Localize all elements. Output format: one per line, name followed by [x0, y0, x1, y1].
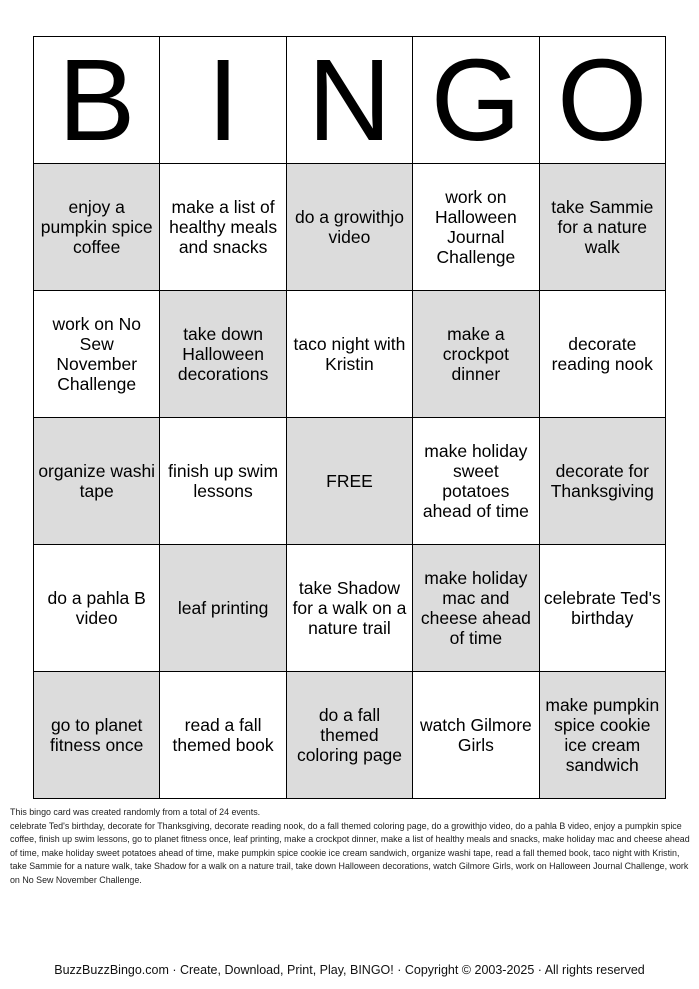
- header-letter-i: I: [160, 37, 286, 164]
- bingo-cell: make pumpkin spice cookie ice cream sandwich: [539, 672, 665, 799]
- bingo-cell: decorate for Thanksgiving: [539, 418, 665, 545]
- bingo-cell: take Shadow for a walk on a nature trail: [286, 545, 412, 672]
- header-letter-g: G: [413, 37, 539, 164]
- bingo-cell: make a crockpot dinner: [413, 291, 539, 418]
- header-letter-b: B: [34, 37, 160, 164]
- bingo-cell: make holiday mac and cheese ahead of time: [413, 545, 539, 672]
- card-info-intro: This bingo card was created randomly from a total of 24 events.: [10, 807, 261, 817]
- bingo-cell: decorate reading nook: [539, 291, 665, 418]
- bingo-cell: celebrate Ted's birthday: [539, 545, 665, 672]
- bingo-row: [34, 545, 666, 672]
- bingo-cell: finish up swim lessons: [160, 418, 286, 545]
- bingo-cell: make holiday sweet potatoes ahead of time: [413, 418, 539, 545]
- bingo-cell: organize washi tape: [34, 418, 160, 545]
- bingo-row: [34, 418, 666, 545]
- free-space-cell: FREE: [286, 418, 412, 545]
- bingo-cell: do a fall themed coloring page: [286, 672, 412, 799]
- bingo-cell: do a pahla B video: [34, 545, 160, 672]
- card-info: [10, 806, 690, 888]
- header-letter-n: N: [286, 37, 412, 164]
- bingo-cell: read a fall themed book: [160, 672, 286, 799]
- bingo-cell: work on No Sew November Challenge: [34, 291, 160, 418]
- bingo-card: [33, 36, 666, 799]
- bingo-cell: enjoy a pumpkin spice coffee: [34, 164, 160, 291]
- bingo-cell: work on Halloween Journal Challenge: [413, 164, 539, 291]
- bingo-cell: take Sammie for a nature walk: [539, 164, 665, 291]
- bingo-cell: take down Halloween decorations: [160, 291, 286, 418]
- bingo-cell: do a growithjo video: [286, 164, 412, 291]
- page-footer: BuzzBuzzBingo.com · Create, Download, Print, Play, BINGO! · Copyright © 2003-2025 · All rights reserved: [54, 963, 645, 977]
- bingo-row: [34, 291, 666, 418]
- bingo-cell: taco night with Kristin: [286, 291, 412, 418]
- card-info-event-list: celebrate Ted's birthday, decorate for Thanksgiving, decorate reading nook, do a fall themed coloring page, do a growithjo video, do a pahla B video, enjoy a pumpkin spice coffee, finish up swim lessons, go to planet fitness once, leaf printing, make a crockpot dinner, make a list of healthy meals and snacks, make holiday mac and cheese ahead of time, make holiday sweet potatoes ahead of time, make pumpkin spice cookie ice cream sandwich, organize washi tape, read a fall themed book, taco night with Kristin, take Sammie for a nature walk, take Shadow for a walk on a nature trail, take down Halloween decorations, watch Gilmore Girls, work on Halloween Journal Challenge, work on No Sew November Challenge.: [10, 820, 690, 885]
- header-letter-o: O: [539, 37, 665, 164]
- bingo-cell: leaf printing: [160, 545, 286, 672]
- bingo-row: [34, 672, 666, 799]
- bingo-cell: watch Gilmore Girls: [413, 672, 539, 799]
- bingo-cell: go to planet fitness once: [34, 672, 160, 799]
- bingo-header-row: [34, 37, 666, 164]
- bingo-row: [34, 164, 666, 291]
- bingo-cell: make a list of healthy meals and snacks: [160, 164, 286, 291]
